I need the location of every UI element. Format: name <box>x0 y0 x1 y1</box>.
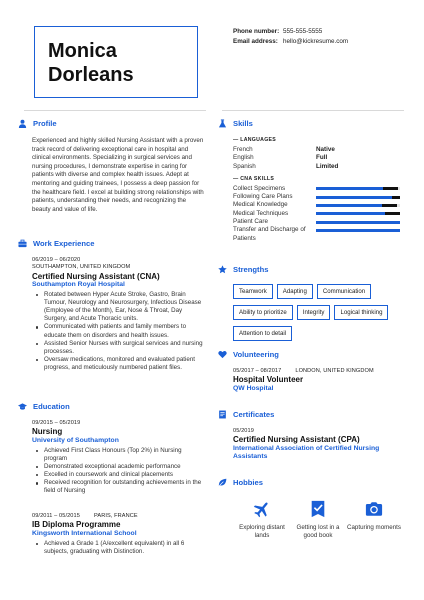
skill-name: Collect Specimens <box>233 184 286 192</box>
hobby-label: Getting lost in a good book <box>296 524 340 539</box>
strength-tag: Attention to detail <box>233 326 292 341</box>
volunteer-role: Hospital Volunteer <box>233 375 304 385</box>
hobbies-heading <box>218 478 263 488</box>
profile-text: Experienced and highly skilled Nursing Assistant with a proven track record of delivering exceptional care in hospital and clinical environments. Specializing in surgical services and nursing procedures, I demonstrate expertise in caring for patients with diverse and complex health issues. Adept at mentoring and guiding trainees, I possess a deep passion for the healthcare field. I excel at building strong relationships with patients, understanding their needs, and recognizing the beauty and value of life. <box>32 137 204 213</box>
last-name: Dorleans <box>48 64 134 86</box>
certificate-org: International Association of Certified Nursing Assistants <box>233 444 380 460</box>
strength-tag: Ability to prioritize <box>233 305 293 320</box>
certificates-title: Certificates <box>233 410 275 419</box>
strength-tag: Teamwork <box>233 284 273 299</box>
phone-value: 555-555-5555 <box>283 28 323 35</box>
skill-name: Medical Techniques <box>233 209 289 217</box>
phone-label: Phone number: <box>233 28 280 35</box>
divider-right <box>222 110 404 111</box>
skill-row <box>233 193 401 201</box>
work-heading <box>18 239 94 249</box>
certificate-icon <box>218 410 227 419</box>
volunteer-org: QW Hospital <box>233 384 274 392</box>
email-value[interactable]: hello@kickresume.com <box>283 38 349 46</box>
strengths-tags <box>233 284 393 347</box>
edu-location: PARIS, FRANCE <box>93 513 138 519</box>
language-level: Limited <box>316 162 339 170</box>
job-org: Southampton Royal Hospital <box>32 281 125 289</box>
skills-block <box>233 137 401 243</box>
language-level: Native <box>316 145 335 153</box>
volunteering-entry <box>233 368 401 393</box>
edu-date-line <box>32 513 204 520</box>
edu-bullets <box>32 447 204 496</box>
cna-skills-list <box>233 185 401 243</box>
certificate-date: 05/2019 <box>233 428 254 434</box>
strength-tag: Logical thinking <box>334 305 388 320</box>
edu-date: 09/2015 – 05/2019 <box>32 420 81 426</box>
skill-row <box>233 210 401 218</box>
language-row <box>233 154 401 162</box>
hobbies-title: Hobbies <box>233 478 263 487</box>
job-date: 06/2019 – 06/2020 <box>32 257 81 263</box>
work-title: Work Experience <box>33 239 95 248</box>
list-item: Assisted Senior Nurses with surgical services and nursing processes. <box>32 340 204 356</box>
list-item: Oversaw medications, monitored and evaluated patient progress, and meticulously numbered patient files. <box>32 356 204 372</box>
edu-date: 09/2011 – 05/2015 <box>32 513 80 519</box>
skill-row <box>233 226 401 243</box>
edu-title: Nursing <box>32 427 63 437</box>
language-name: French <box>233 145 253 153</box>
skill-bar <box>316 204 400 207</box>
list-item: Communicated with patients and family members to educate them on disorders and health issues. <box>32 323 204 339</box>
skill-name: Transfer and Discharge of Patients <box>233 226 306 242</box>
first-name: Monica <box>48 40 117 62</box>
list-item: Excelled in coursework and clinical placements <box>32 471 204 479</box>
skill-name: Medical Knowledge <box>233 201 288 209</box>
strength-tag: Integrity <box>297 305 331 320</box>
contact-info <box>233 27 348 48</box>
language-row <box>233 146 401 154</box>
languages-label: — LANGUAGES <box>233 137 277 143</box>
job-title: Certified Nursing Assistant (CNA) <box>32 271 160 281</box>
skill-bar <box>316 212 400 215</box>
list-item: Achieved First Class Honours (Top 2%) in Nursing program <box>32 447 204 463</box>
strength-tag: Communication <box>317 284 371 299</box>
volunteer-date-line <box>233 368 401 375</box>
language-name: English <box>233 154 254 162</box>
education-entry <box>32 420 204 495</box>
star-icon <box>218 265 227 274</box>
strength-tag: Adapting <box>277 284 313 299</box>
education-entry <box>32 513 204 556</box>
name-box <box>34 26 198 98</box>
graduation-cap-icon <box>18 402 27 411</box>
volunteering-heading <box>218 350 279 360</box>
hobbies-list <box>234 500 402 540</box>
divider-left <box>24 110 206 111</box>
skill-name: Patient Care <box>233 217 269 225</box>
certificate-name: Certified Nursing Assistant (CPA) <box>233 435 360 445</box>
list-item: Achieved a Grade 1 (A/excellent equivalent) in all 6 subjects, graduating with Distinction. <box>32 540 204 556</box>
flask-icon <box>218 119 227 128</box>
skill-row <box>233 185 401 193</box>
skill-row <box>233 201 401 209</box>
hobby-item <box>234 500 290 540</box>
strengths-title: Strengths <box>233 265 269 274</box>
skill-row <box>233 218 401 226</box>
certificate-entry <box>233 428 401 461</box>
hobby-item <box>290 500 346 540</box>
edu-org: University of Southampton <box>32 436 119 444</box>
language-row <box>233 163 401 171</box>
job-bullets <box>32 291 204 372</box>
list-item: Received recognition for outstanding achievements in the field of Nursing <box>32 479 204 495</box>
profile-title: Profile <box>33 119 57 128</box>
language-level: Full <box>316 154 328 162</box>
edu-bullets <box>32 540 204 556</box>
airplane-icon <box>253 500 271 518</box>
book-check-icon <box>309 500 327 518</box>
education-heading <box>18 402 70 412</box>
heart-icon <box>218 350 227 359</box>
person-icon <box>18 119 27 128</box>
job-location: SOUTHAMPTON, UNITED KINGDOM <box>32 264 131 271</box>
leaf-icon <box>218 478 227 487</box>
hobby-label: Capturing moments <box>347 524 401 531</box>
skills-title: Skills <box>233 119 253 128</box>
edu-title: IB Diploma Programme <box>32 520 121 530</box>
education-title: Education <box>33 402 70 411</box>
strengths-heading <box>218 265 268 275</box>
skill-bar <box>316 187 400 190</box>
skills-heading <box>218 119 253 129</box>
skill-bar <box>316 229 400 232</box>
briefcase-icon <box>18 239 27 248</box>
skill-name: Following Care Plans <box>233 193 293 201</box>
volunteering-title: Volunteering <box>233 350 279 359</box>
cna-skills-label: — CNA SKILLS <box>233 175 275 182</box>
skill-bar <box>316 221 400 224</box>
edu-org: Kingsworth International School <box>32 529 137 537</box>
job-entry <box>32 257 204 372</box>
list-item: Demonstrated exceptional academic performance <box>32 463 204 471</box>
profile-heading <box>18 119 57 129</box>
hobby-label: Exploring distant lands <box>239 524 285 539</box>
skill-bar <box>316 196 400 199</box>
hobby-item <box>346 500 402 540</box>
certificates-heading <box>218 410 274 420</box>
camera-icon <box>365 500 383 518</box>
list-item: Rotated between Hyper Acute Stroke, Gastro, Brain Tumour, Neurology and Neurosurgery, Infectious Disease (Employee of the Month), Ear, Nose & Throat, Day Surgery, and Acute Thoracic units. <box>32 291 204 323</box>
volunteer-location: LONDON, UNITED KINGDOM <box>295 368 374 374</box>
language-name: Spanish <box>233 162 256 170</box>
volunteer-date: 05/2017 – 08/2017 <box>233 368 282 374</box>
email-label: Email address: <box>233 38 278 46</box>
